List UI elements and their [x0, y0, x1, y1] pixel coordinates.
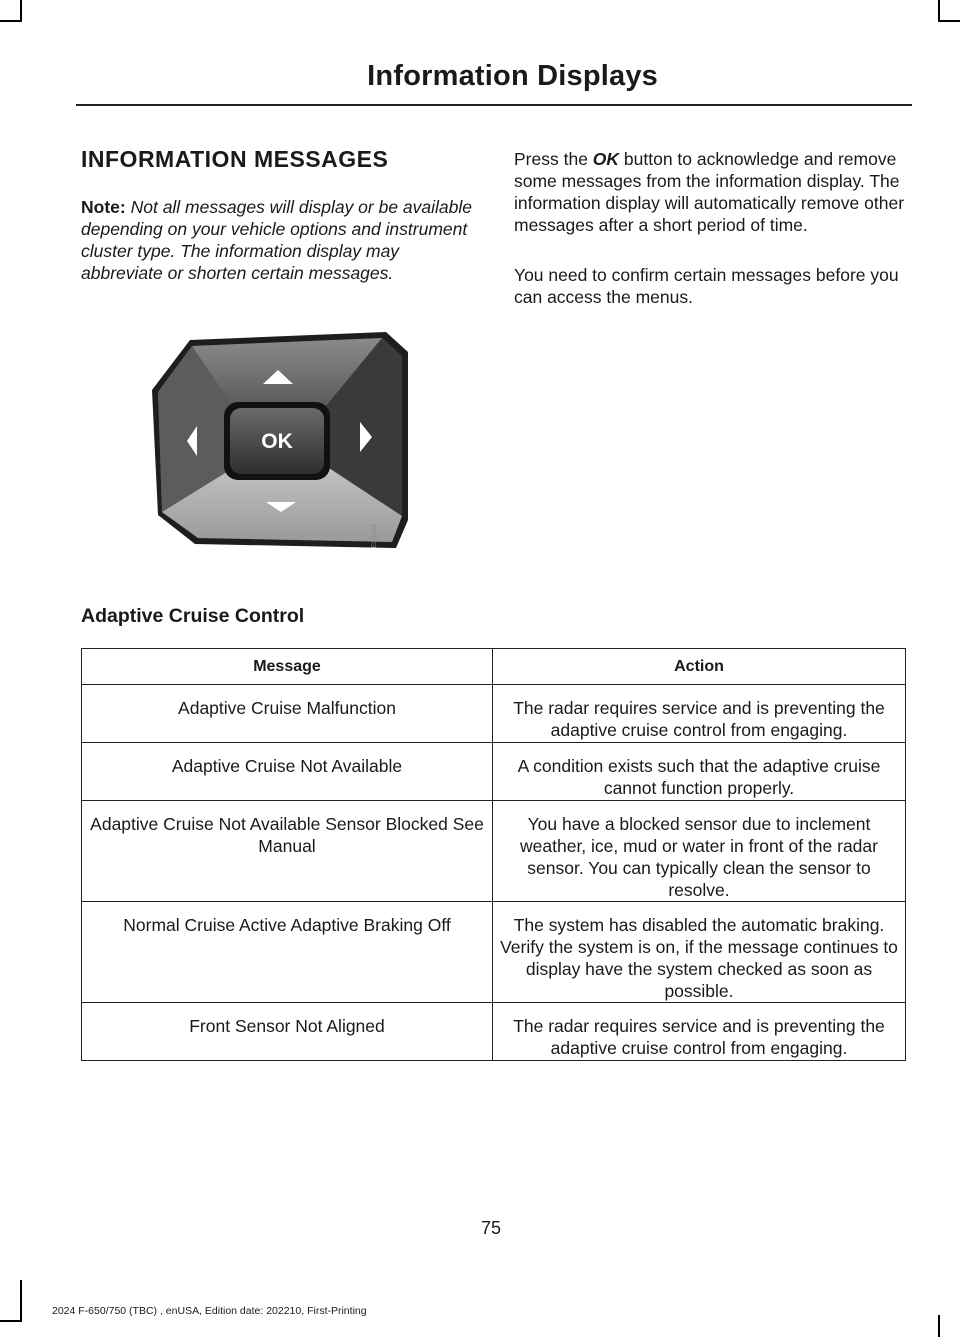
adaptive-cruise-messages-table [81, 648, 906, 1061]
crop-mark [0, 1320, 22, 1322]
ok-button-label: OK [261, 430, 293, 453]
note-text: Not all messages will display or be available depending on your vehicle options and instrument cluster type. The information display may abbreviate or shorten certain messages. [81, 197, 473, 283]
page-number: 75 [480, 1218, 502, 1238]
instruction-paragraph [514, 148, 910, 236]
edition-footer: 2024 F-650/750 (TBC) , enUSA, Edition date: 202210, First-Printing [52, 1305, 367, 1317]
control-pad-illustration [150, 330, 412, 555]
table-row [82, 685, 906, 743]
instruction-text-start: Press the [514, 149, 593, 169]
table-row [82, 902, 906, 1003]
column-header-action: Action [493, 649, 906, 685]
action-cell: The radar requires service and is preventing the adaptive cruise control from engaging. [493, 685, 906, 743]
message-cell: Front Sensor Not Aligned [82, 1003, 493, 1061]
crop-mark [20, 1280, 22, 1322]
header-divider [76, 104, 912, 106]
crop-mark [938, 0, 940, 22]
message-cell: Adaptive Cruise Not Available [82, 743, 493, 801]
section-title: INFORMATION MESSAGES [81, 146, 389, 172]
ok-keyword: OK [592, 149, 620, 169]
crop-mark [938, 20, 960, 22]
page-header-title: Information Displays [367, 60, 658, 92]
subsection-title: Adaptive Cruise Control [81, 605, 305, 627]
message-cell: Adaptive Cruise Malfunction [82, 685, 493, 743]
steering-wheel-control-pad-figure [150, 330, 412, 555]
table-header-row [82, 649, 906, 685]
note-label: Note: [81, 197, 126, 217]
action-cell: The radar requires service and is preventing the adaptive cruise control from engaging. [493, 1003, 906, 1061]
crop-mark [938, 1315, 940, 1337]
message-cell: Adaptive Cruise Not Available Sensor Blocked See Manual [82, 801, 493, 902]
crop-mark [20, 0, 22, 22]
table-row [82, 1003, 906, 1061]
action-cell: You have a blocked sensor due to inclement weather, ice, mud or water in front of the radar sensor. You can typically clean the sensor to resolve. [493, 801, 906, 902]
message-cell: Normal Cruise Active Adaptive Braking Off [82, 902, 493, 1003]
figure-code: E328569 [372, 523, 378, 549]
note-paragraph [81, 196, 481, 284]
column-header-message: Message [82, 649, 493, 685]
confirm-paragraph: You need to confirm certain messages before you can access the menus. [514, 265, 899, 307]
instruction-text-end: button to acknowledge and remove some messages from the information display. The information display will automatically remove other messages after a short period of time. [514, 149, 905, 235]
table-row [82, 801, 906, 902]
action-cell: The system has disabled the automatic braking. Verify the system is on, if the message continues to display have the system checked as soon as possible. [493, 902, 906, 1003]
crop-mark [0, 20, 22, 22]
table-row [82, 743, 906, 801]
action-cell: A condition exists such that the adaptive cruise cannot function properly. [493, 743, 906, 801]
